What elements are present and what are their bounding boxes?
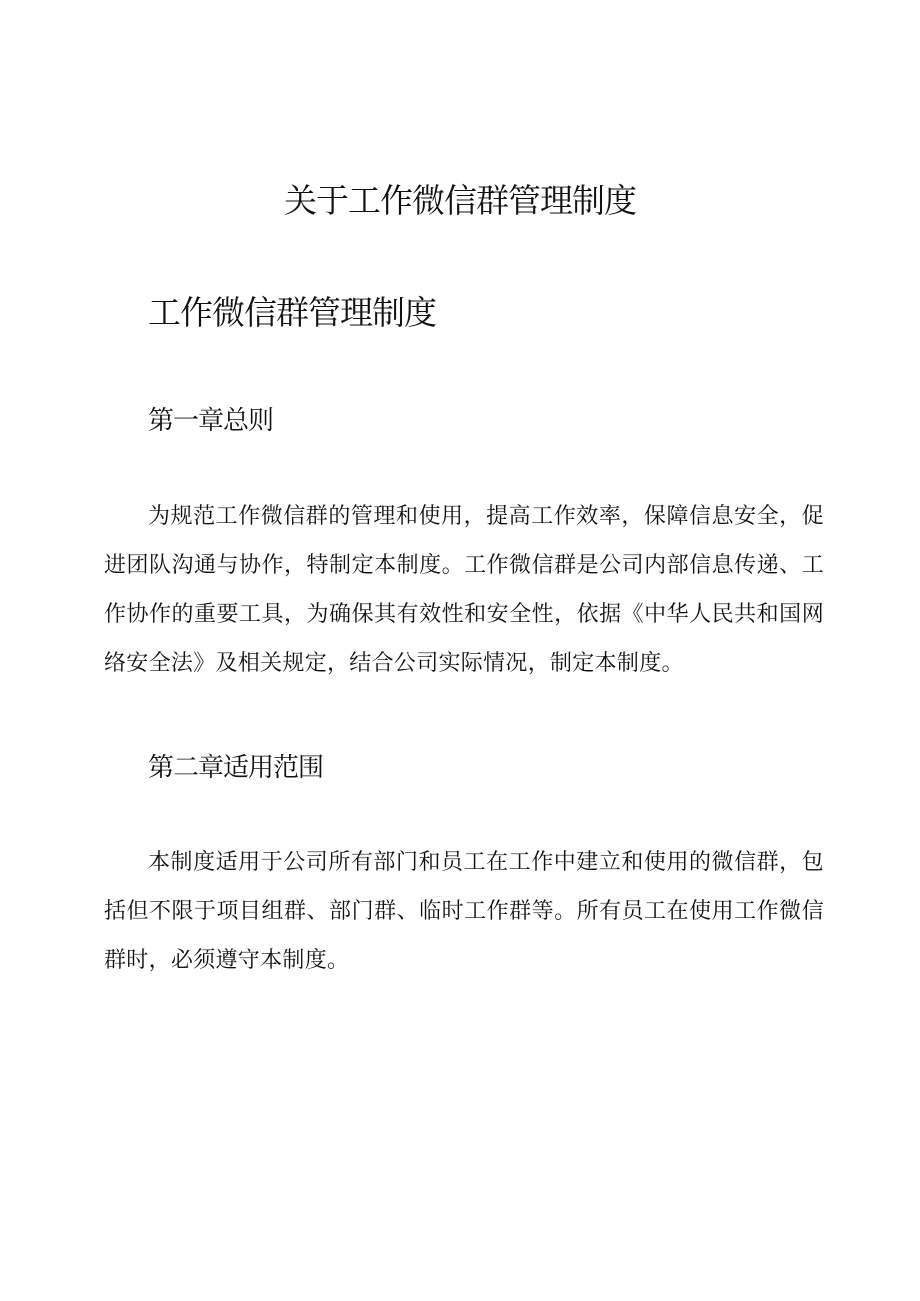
- document-subtitle: 工作微信群管理制度: [148, 293, 436, 332]
- chapter-1-paragraph: 为规范工作微信群的管理和使用，提高工作效率，保障信息安全，促进团队沟通与协作，特制定本制度。工作微信群是公司内部信息传递、工作协作的重要工具，为确保其有效性和安全性，依据《中华人民共和国网络安全法》及相关规定，结合公司实际情况，制定本制度。: [104, 504, 824, 676]
- chapter-1-heading: 第一章总则: [148, 406, 274, 436]
- chapter-2-paragraph: 本制度适用于公司所有部门和员工在工作中建立和使用的微信群，包括但不限于项目组群、部门群、临时工作群等。所有员工在使用工作微信群时，必须遵守本制度。: [104, 850, 824, 973]
- document-title: 关于工作微信群管理制度: [284, 181, 636, 220]
- chapter-2-heading: 第二章适用范围: [148, 753, 324, 783]
